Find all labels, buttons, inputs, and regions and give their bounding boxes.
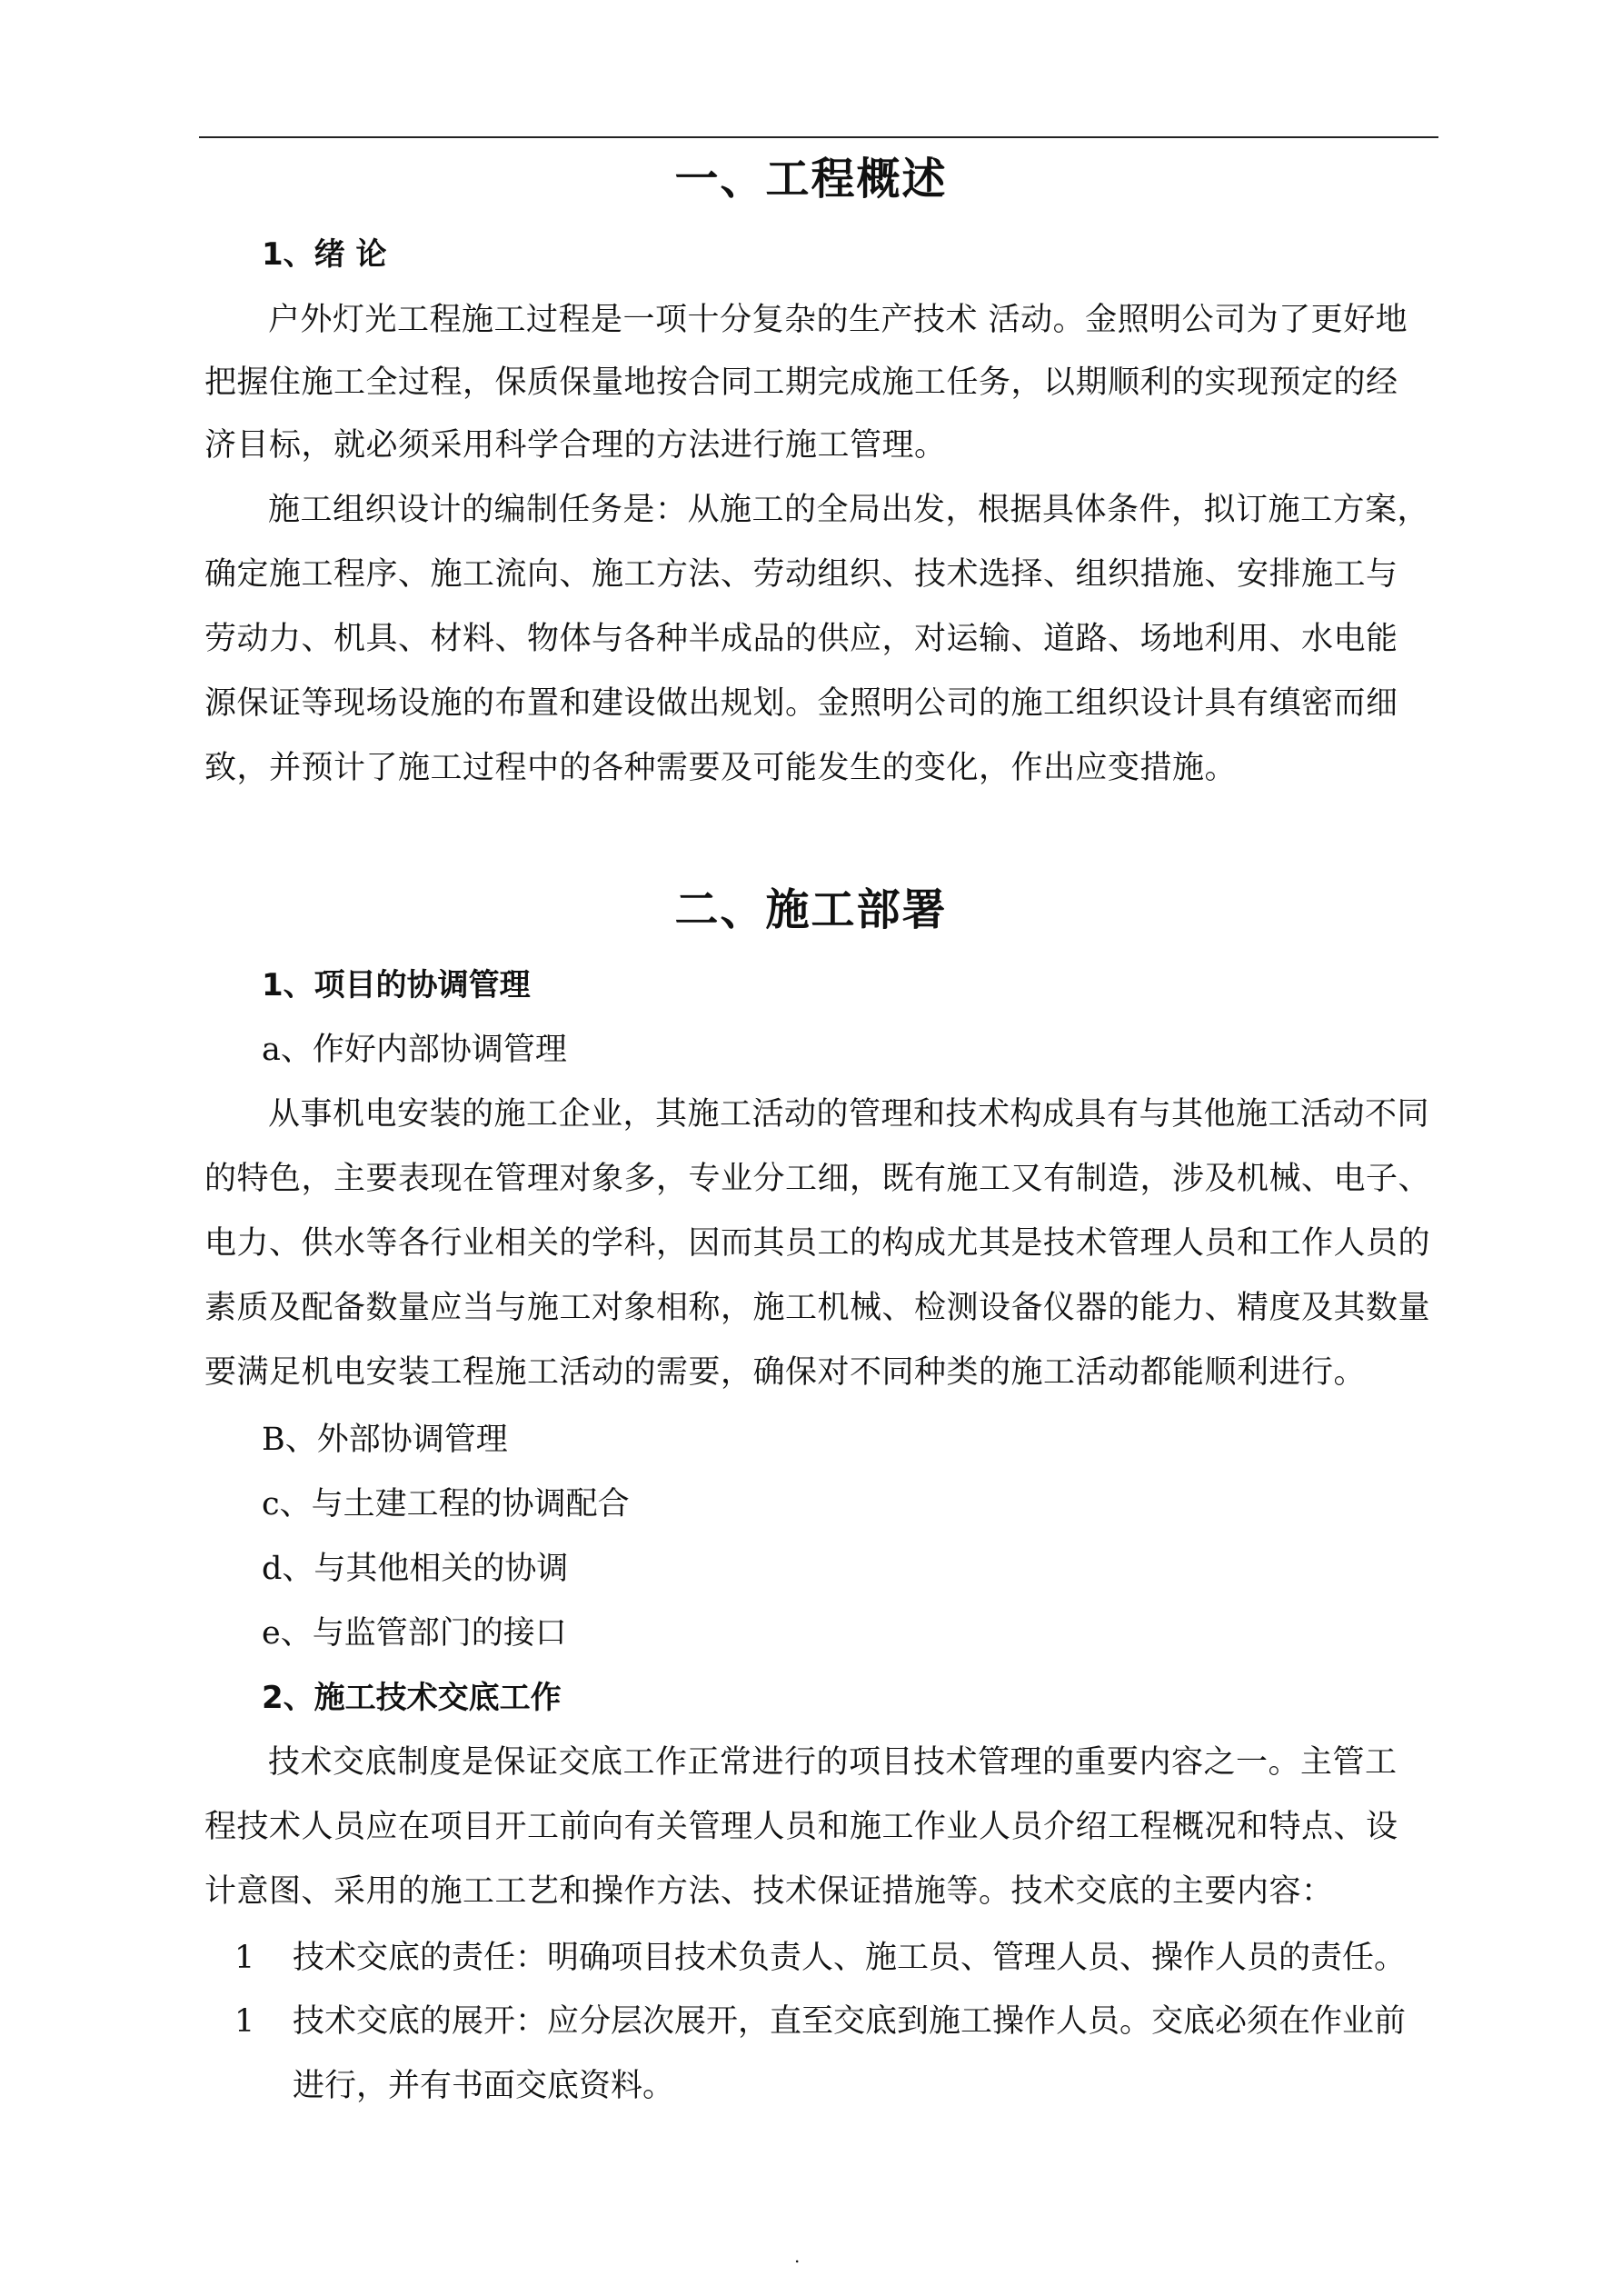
subheading-coordination: 1、项目的协调管理 [262,967,531,1003]
paragraph-line: 把握住施工全过程，保质保量地按合同工期完成施工任务，以期顺利的实现预定的经 [204,364,1398,401]
paragraph-line: 确定施工程序、施工流向、施工方法、劳动组织、技术选择、组织措施、安排施工与 [204,556,1398,593]
paragraph-line: 技术交底制度是保证交底工作正常进行的项目技术管理的重要内容之一。主管工 [268,1744,1398,1781]
item-supervision-interface: e、与监管部门的接口 [262,1615,567,1652]
paragraph-line: 致，并预计了施工过程中的各种需要及可能发生的变化，作出应变措施。 [204,750,1238,786]
item-internal-coordination: a、作好内部协调管理 [262,1032,567,1068]
bullet-number: 1 [234,2003,255,2040]
paragraph-line: 要满足机电安装工程施工活动的需要，确保对不同种类的施工活动都能顺利进行。 [204,1354,1367,1391]
paragraph-line: 电力、供水等各行业相关的学科，因而其员工的构成尤其是技术管理人员和工作人员的 [204,1225,1431,1262]
subheading-technical-briefing: 2、施工技术交底工作 [262,1680,562,1716]
subheading-introduction: 1、绪 论 [262,236,387,273]
item-external-coordination: B、外部协调管理 [262,1422,508,1458]
item-other-coordination: d、与其他相关的协调 [262,1551,569,1587]
item-civil-coordination: c、与土建工程的协调配合 [262,1486,630,1522]
paragraph-line: 劳动力、机具、材料、物体与各种半成品的供应，对运输、道路、场地利用、水电能 [204,621,1398,657]
paragraph-line: 施工组织设计的编制任务是：从施工的全局出发，根据具体条件，拟订施工方案， [268,492,1430,528]
bullet-text: 技术交底的展开：应分层次展开，直至交底到施工操作人员。交底必须在作业前 [293,2003,1407,2040]
paragraph-line: 户外灯光工程施工过程是一项十分复杂的生产技术 活动。金照明公司为了更好地 [268,302,1408,338]
paragraph-line: 源保证等现场设施的布置和建设做出规划。金照明公司的施工组织设计具有缜密而细 [204,685,1398,722]
bullet-text-continued: 进行，并有书面交底资料。 [293,2068,675,2104]
paragraph-line: 从事机电安装的施工企业，其施工活动的管理和技术构成具有与其他施工活动不同 [268,1096,1430,1133]
paragraph-line: 程技术人员应在项目开工前向有关管理人员和施工作业人员介绍工程概况和特点、设 [204,1809,1398,1845]
paragraph-line: 素质及配备数量应当与施工对象相称，施工机械、检测设备仪器的能力、精度及其数量 [204,1290,1431,1326]
bullet-number: 1 [234,1940,255,1976]
bullet-text: 技术交底的责任：明确项目技术负责人、施工员、管理人员、操作人员的责任。 [293,1940,1407,1976]
section-title-overview: 一、工程概述 [674,154,948,205]
paragraph-line: 的特色，主要表现在管理对象多，专业分工细，既有施工又有制造，涉及机械、电子、 [204,1161,1431,1197]
section-title-deployment: 二、施工部署 [674,884,948,935]
paragraph-line: 计意图、采用的施工工艺和操作方法、技术保证措施等。技术交底的主要内容： [204,1873,1334,1910]
header-rule [199,136,1438,138]
footer-mark: . [794,2245,801,2267]
paragraph-line: 济目标，就必须采用科学合理的方法进行施工管理。 [204,427,947,464]
